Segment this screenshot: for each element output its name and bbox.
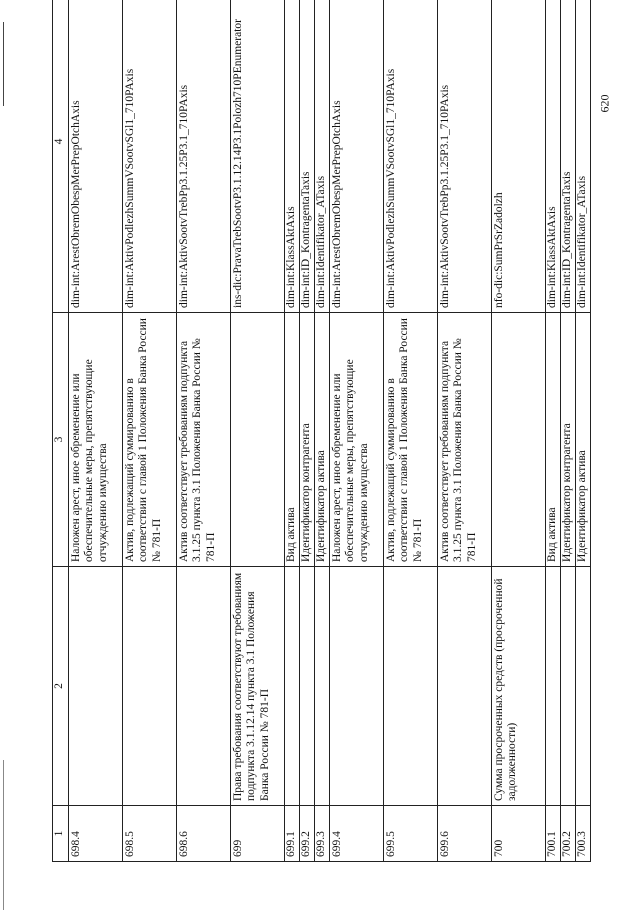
- cell-code: dim-int:AktivPodlezhSummVSootvSGl1_710PAxis: [123, 0, 177, 313]
- table-row: [69, 0, 123, 862]
- cell-code: dim-int:AktivPodlezhSummVSootvSGl1_710PAxis: [384, 0, 438, 313]
- table-row: [561, 0, 576, 862]
- cell-desc: Идентификатор актива: [315, 313, 330, 567]
- cell-name: Права требования соответствуют требованиям подпункта 3.1.12.14 пункта 3.1 Положения Банка России № 781-П: [231, 567, 285, 806]
- table-row: [231, 0, 285, 862]
- cell-name: [384, 567, 438, 806]
- cell-num: 699.2: [300, 806, 315, 862]
- table-row: [315, 0, 330, 862]
- table-row: [384, 0, 438, 862]
- table-row: [330, 0, 384, 862]
- cell-code: nfo-dic:SumPrSrZadolzh: [492, 0, 546, 313]
- cell-num: 700: [492, 806, 546, 862]
- rotated-page: [52, 2, 612, 862]
- cell-desc: Актив, подлежащий суммированию в соответствии с главой 1 Положения Банка России № 781-П: [384, 313, 438, 567]
- table-header-row: [53, 0, 69, 862]
- table-row: [438, 0, 492, 862]
- cell-name: [330, 567, 384, 806]
- cell-code: dim-int:KlassAktAxis: [285, 0, 300, 313]
- cell-desc: [231, 313, 285, 567]
- table-row: [177, 0, 231, 862]
- cell-num: 699.6: [438, 806, 492, 862]
- table-row: [300, 0, 315, 862]
- cell-code: dim-int:ID_KontragentaTaxis: [561, 0, 576, 313]
- table-row: [285, 0, 300, 862]
- cell-name: [123, 567, 177, 806]
- cell-code: dim-int:Identifikator_ATaxis: [315, 0, 330, 313]
- cell-num: 700.1: [546, 806, 561, 862]
- table-row: [492, 0, 546, 862]
- cell-num: 699.3: [315, 806, 330, 862]
- cell-code: dim-int:AktivSootvTrebPp3.1.25P3.1_710PAxis: [438, 0, 492, 313]
- cell-code: dim-int:ArestObremObespMerPrepOtchAxis: [69, 0, 123, 313]
- cell-name: [315, 567, 330, 806]
- cell-name: [546, 567, 561, 806]
- cell-num: 699.4: [330, 806, 384, 862]
- cell-desc: Идентификатор контрагента: [561, 313, 576, 567]
- cell-num: 700.3: [576, 806, 591, 862]
- cell-num: 698.5: [123, 806, 177, 862]
- cell-code: dim-int:Identifikator_ATaxis: [576, 0, 591, 313]
- cell-desc: Вид актива: [285, 313, 300, 567]
- page-number: 620: [597, 94, 612, 113]
- cell-num: 698.4: [69, 806, 123, 862]
- cell-code: dim-int:ArestObremObespMerPrepOtchAxis: [330, 0, 384, 313]
- cell-desc: [492, 313, 546, 567]
- scan-edge-line: [3, 760, 4, 910]
- cell-desc: Актив соответствует требованиям подпункта 3.1.25 пункта 3.1 Положения Банка России № 781-П: [177, 313, 231, 567]
- header-col-1: 1: [53, 806, 69, 862]
- cell-code: dim-int:ID_KontragentaTaxis: [300, 0, 315, 313]
- header-col-2: 2: [53, 567, 69, 806]
- table-row: [123, 0, 177, 862]
- cell-num: 700.2: [561, 806, 576, 862]
- table-row: [576, 0, 591, 862]
- cell-name: [177, 567, 231, 806]
- cell-name: [576, 567, 591, 806]
- cell-name: [561, 567, 576, 806]
- cell-desc: Актив соответствует требованиям подпункта 3.1.25 пункта 3.1 Положения Банка России № 781-П: [438, 313, 492, 567]
- cell-code: dim-int:KlassAktAxis: [546, 0, 561, 313]
- table-body: [53, 0, 591, 862]
- cell-desc: Идентификатор контрагента: [300, 313, 315, 567]
- cell-desc: Актив, подлежащий суммированию в соответствии с главой 1 Положения Банка России № 781-П: [123, 313, 177, 567]
- cell-name: [300, 567, 315, 806]
- scan-edge-line: [3, 22, 4, 106]
- cell-name: Сумма просроченных средств (просроченной задолженности): [492, 567, 546, 806]
- header-col-3: 3: [53, 313, 69, 567]
- table-row: [546, 0, 561, 862]
- cell-desc: Вид актива: [546, 313, 561, 567]
- cell-num: 699.1: [285, 806, 300, 862]
- cell-code: dim-int:AktivSootvTrebPp3.1.25P3.1_710PAxis: [177, 0, 231, 313]
- cell-name: [438, 567, 492, 806]
- cell-num: 698.6: [177, 806, 231, 862]
- cell-name: [285, 567, 300, 806]
- cell-desc: Наложен арест, иное обременение или обеспечительные меры, препятствующие отчуждению имущества: [330, 313, 384, 567]
- cell-num: 699: [231, 806, 285, 862]
- data-table: [52, 0, 591, 862]
- cell-desc: Наложен арест, иное обременение или обеспечительные меры, препятствующие отчуждению имущества: [69, 313, 123, 567]
- cell-desc: Идентификатор актива: [576, 313, 591, 567]
- cell-code: ins-dic:PravaTrebSootvP3.1.12.14P3.1Polozh710PEnumerator: [231, 0, 285, 313]
- cell-num: 699.5: [384, 806, 438, 862]
- header-col-4: 4: [53, 0, 69, 313]
- cell-name: [69, 567, 123, 806]
